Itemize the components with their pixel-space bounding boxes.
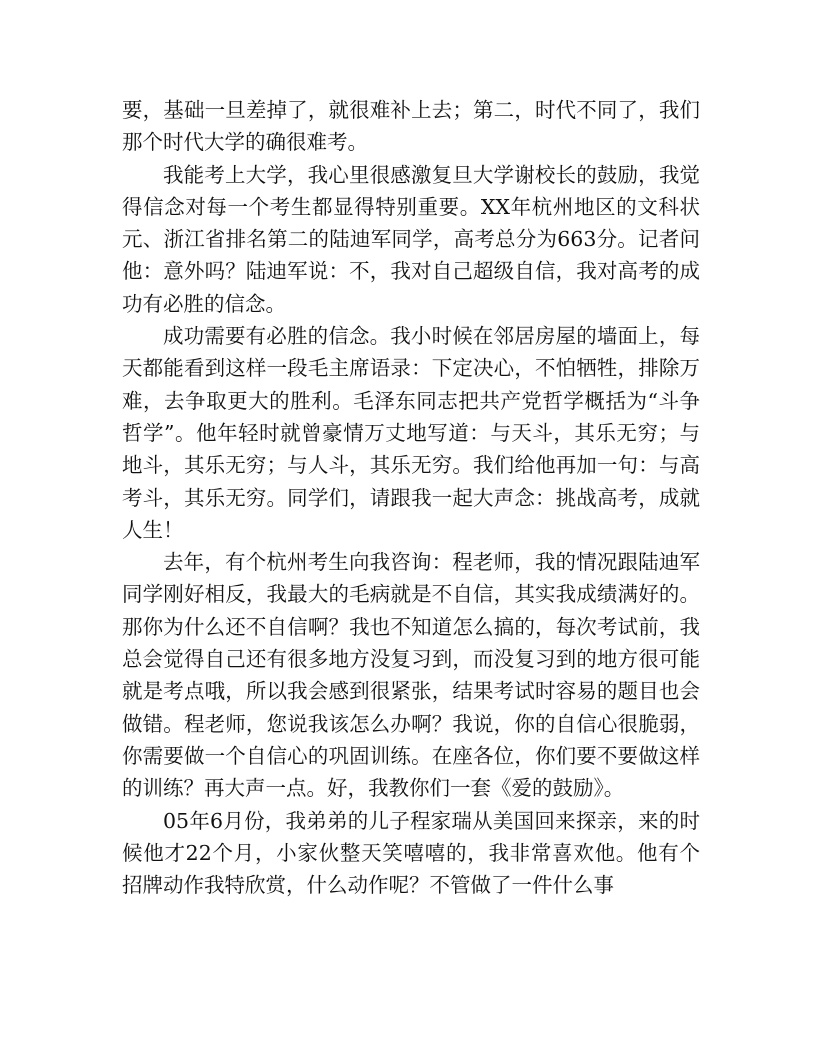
document-body [122,94,700,901]
paragraph-continued: 要，基础一旦差掉了，就很难补上去；第二，时代不同了，我们那个时代大学的确很难考。 [122,98,700,155]
paragraph-confidence: 我能考上大学，我心里很感激复旦大学谢校长的鼓励，我觉得信念对每一个考生都显得特别重要。XX年杭州地区的文科状元、浙江省排名第二的陆迪军同学，高考总分为663分。记者问他：意外吗？陆迪军说：不，我对自己超级自信，我对高考的成功有必胜的信念。 [122,162,700,316]
paragraph-nephew: 05年6月份，我弟弟的儿子程家瑞从美国回来探亲，来的时候他才22个月，小家伙整天笑嘻嘻的，我非常喜欢他。他有个招牌动作我特欣赏，什么动作呢？不管做了一件什么事 [122,808,700,898]
paragraph-consultation: 去年，有个杭州考生向我咨询：程老师，我的情况跟陆迪军同学刚好相反，我最大的毛病就是不自信，其实我成绩满好的。那你为什么还不自信啊？我也不知道怎么搞的，每次考试前，我总会觉得自己还有很多地方没复习到，而没复习到的地方很可能就是考点哦，所以我会感到很紧张，结果考试时容易的题目也会做错。程老师，您说我该怎么办啊？我说，你的自信心很脆弱，你需要做一个自信心的巩固训练。在座各位，你们要不要做这样的训练？再大声一点。好，我教你们一套《爱的鼓励》。 [122,550,700,801]
paragraph-belief: 成功需要有必胜的信念。我小时候在邻居房屋的墙面上，每天都能看到这样一段毛主席语录：下定决心，不怕牺牲，排除万难，去争取更大的胜利。毛泽东同志把共产党哲学概括为“斗争哲学”。他年轻时就曾豪情万丈地写道：与天斗，其乐无穷；与地斗，其乐无穷；与人斗，其乐无穷。我们给他再加一句：与高考斗，其乐无穷。同学们，请跟我一起大声念：挑战高考，成就人生！ [122,324,700,542]
